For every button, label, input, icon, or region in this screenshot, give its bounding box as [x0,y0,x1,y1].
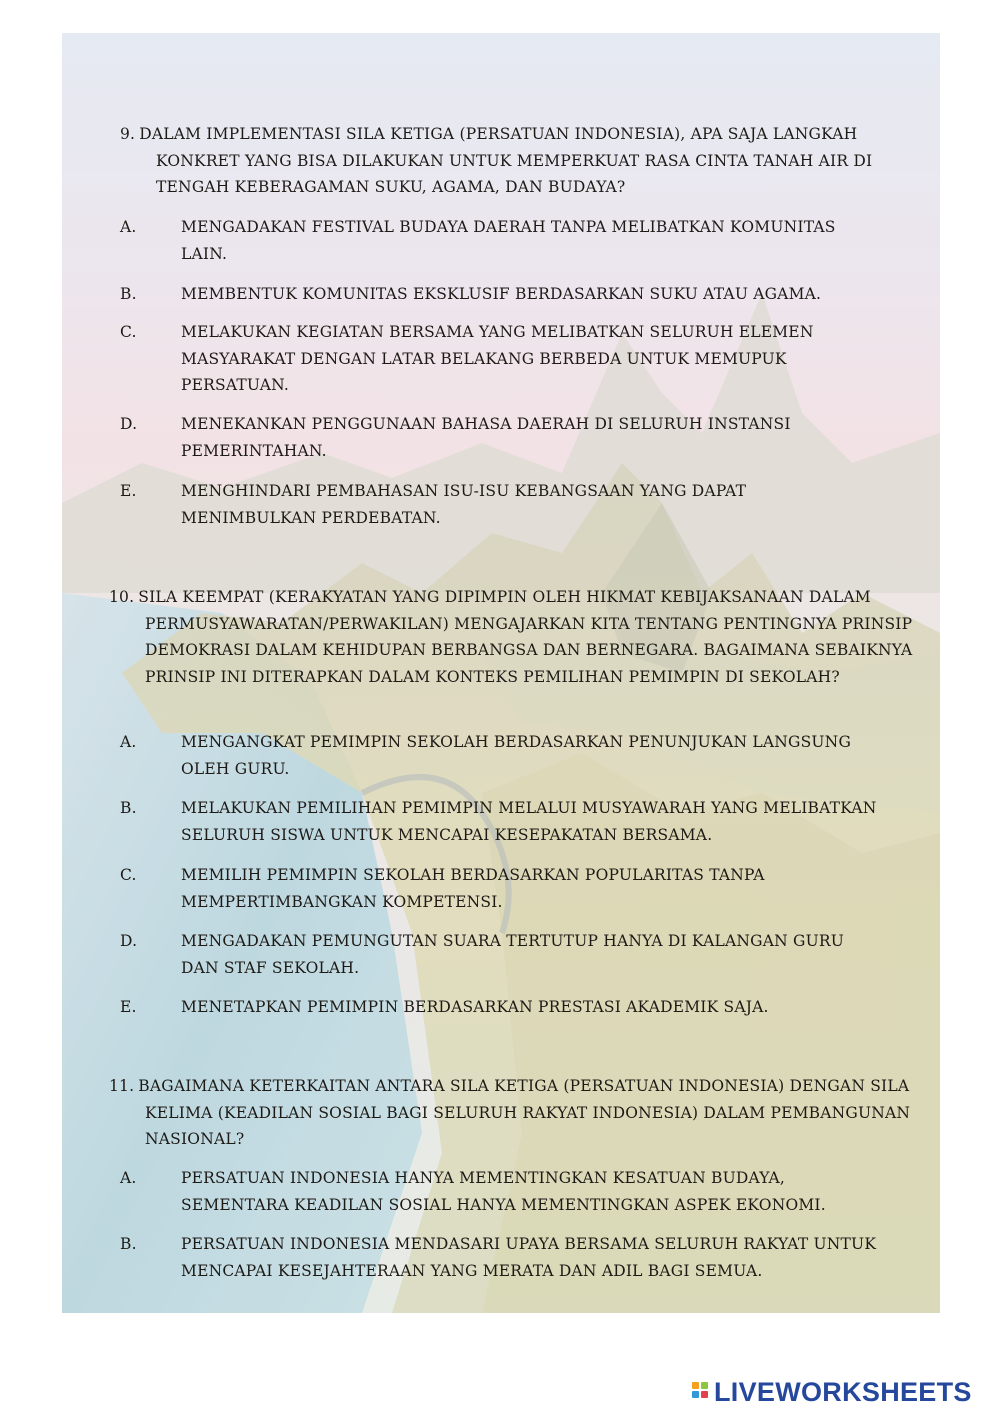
option-letter: B. [120,799,137,817]
option-letter: B. [120,1235,137,1253]
question-number: 9. [120,125,136,143]
option-text: MELAKUKAN PEMILIHAN PEMIMPIN MELALUI MUSYAWARAH YANG MELIBATKAN SELURUH SISWA UNTUK MENCAPAI KESEPAKATAN BERSAMA. [181,799,877,844]
question-text: SILA KEEMPAT (KERAKYATAN YANG DIPIMPIN OLEH HIKMAT KEBIJAKSANAAN DALAM PERMUSYAWARATAN/PERWAKILAN) MENGAJARKAN KITA TENTANG PENTINGNYA PRINSIP DEMOKRASI DALAM KEHIDUPAN BERBANGSA DAN BERNEGARA. BAGAIMANA SEBAIKNYA PRINSIP INI DITERAPKAN DALAM KONTEKS PEMILIHAN PEMIMPIN DI SEKOLAH? [138,588,913,686]
question-text: DALAM IMPLEMENTASI SILA KETIGA (PERSATUAN INDONESIA), APA SAJA LANGKAH KONKRET YANG BISA DILAKUKAN UNTUK MEMPERKUAT RASA CINTA TANAH AIR DI TENGAH KEBERAGAMAN SUKU, AGAMA, DAN BUDAYA? [139,125,873,196]
liveworksheets-logo-icon [692,1380,710,1404]
option-text: MENEKANKAN PENGGUNAAN BAHASA DAERAH DI SELURUH INSTANSI PEMERINTAHAN. [181,415,791,460]
option-text: MELAKUKAN KEGIATAN BERSAMA YANG MELIBATKAN SELURUH ELEMEN MASYARAKAT DENGAN LATAR BELAKANG BERBEDA UNTUK MEMUPUK PERSATUAN. [181,323,814,394]
option-letter: C. [120,323,137,341]
question-number: 11. [109,1077,135,1095]
option-text: MENETAPKAN PEMIMPIN BERDASARKAN PRESTASI AKADEMIK SAJA. [181,998,769,1016]
question-number: 10. [109,588,135,606]
option-letter: E. [120,482,137,500]
option-letter: C. [120,866,137,884]
option-letter: A. [120,218,137,236]
option-text: MEMBENTUK KOMUNITAS EKSKLUSIF BERDASARKAN SUKU ATAU AGAMA. [181,285,822,303]
option-letter: A. [120,1169,137,1187]
option-letter: B. [120,285,137,303]
question-9 [120,121,916,201]
question-10 [109,584,925,690]
option-text: PERSATUAN INDONESIA MENDASARI UPAYA BERSAMA SELURUH RAKYAT UNTUK MENCAPAI KESEJAHTERAAN YANG MERATA DAN ADIL BAGI SEMUA. [181,1235,877,1280]
option-text: MENGANGKAT PEMIMPIN SEKOLAH BERDASARKAN PENUNJUKAN LANGSUNG OLEH GURU. [181,733,852,778]
question-11 [109,1073,925,1153]
liveworksheets-logo[interactable] [692,1376,992,1408]
option-text: MENGADAKAN FESTIVAL BUDAYA DAERAH TANPA MELIBATKAN KOMUNITAS LAIN. [181,218,836,263]
option-letter: D. [120,932,138,950]
option-text: MENGHINDARI PEMBAHASAN ISU-ISU KEBANGSAAN YANG DAPAT MENIMBULKAN PERDEBATAN. [181,482,747,527]
liveworksheets-logo-text: LIVEWORKSHEETS [714,1376,972,1407]
worksheet-page [62,33,940,1313]
option-text: MEMILIH PEMIMPIN SEKOLAH BERDASARKAN POPULARITAS TANPA MEMPERTIMBANGKAN KOMPETENSI. [181,866,765,911]
option-letter: E. [120,998,137,1016]
worksheet-content [62,33,940,1313]
option-text: PERSATUAN INDONESIA HANYA MEMENTINGKAN KESATUAN BUDAYA, SEMENTARA KEADILAN SOSIAL HANYA MEMENTINGKAN ASPEK EKONOMI. [181,1169,826,1214]
option-letter: D. [120,415,138,433]
option-letter: A. [120,733,137,751]
question-text: BAGAIMANA KETERKAITAN ANTARA SILA KETIGA (PERSATUAN INDONESIA) DENGAN SILA KELIMA (KEADILAN SOSIAL BAGI SELURUH RAKYAT INDONESIA) DALAM PEMBANGUNAN NASIONAL? [138,1077,911,1148]
option-text: MENGADAKAN PEMUNGUTAN SUARA TERTUTUP HANYA DI KALANGAN GURU DAN STAF SEKOLAH. [181,932,844,977]
